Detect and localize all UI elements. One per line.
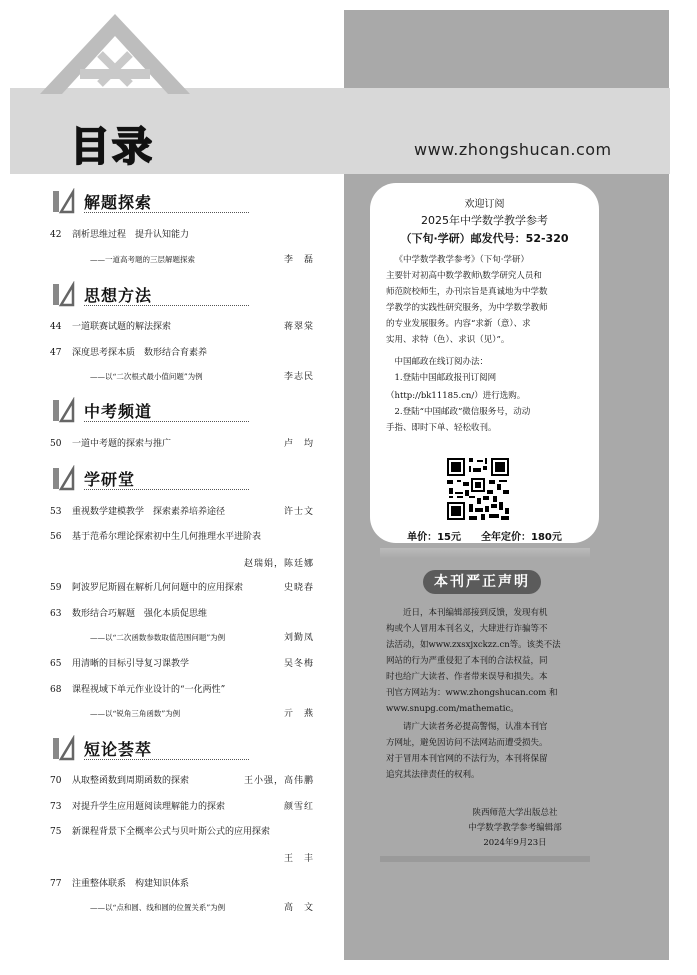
toc-title: 数形结合巧解题 强化本质促思维 (72, 609, 208, 619)
toc-author: 王小强，高伟鹏 (243, 776, 314, 786)
notice-line: 法活动，如www.zxsxjxckzz.cn等。该类不法 (386, 640, 561, 650)
notice-line: 请广大读者务必提高警惕，认准本刊官 (403, 722, 548, 732)
toc-subtitle-text: ——以“锐角三角函数”为例 (90, 709, 181, 718)
journal-name: 2025年中学数学教学参考 (421, 214, 548, 227)
toc-author: 李志民 (283, 372, 314, 382)
toc-page: 47 (50, 348, 62, 358)
price-divider (380, 548, 590, 558)
postal-code: （下旬·学研）邮发代号：52-320 (400, 232, 569, 245)
toc-title: 一道中考题的探索与推广 (72, 439, 172, 449)
subscribe-line: 《中学数学教学参考》（下旬·学研） (394, 255, 529, 265)
toc-title: 重视数学建模教学 探索素养培养途径 (72, 507, 226, 517)
toc-title: 从取整函数到周期函数的探索 (72, 776, 190, 786)
toc-author: 李 磊 (283, 255, 314, 265)
subscribe-line: 实用、求特（色）、求识（见）”。 (386, 335, 510, 345)
notice-line: 近日，本刊编辑部接到反馈，发现有机 (403, 608, 548, 618)
section-title: 学研堂 (84, 470, 136, 489)
toc-author: 高 文 (283, 903, 314, 913)
toc-subtitle-text: ——以“点和圆、线和圆的位置关系”为例 (90, 903, 226, 912)
subscribe-line: 学教学的实践性研究服务，为中学数学教师 (386, 303, 548, 313)
toc-author: 许士文 (283, 507, 314, 517)
editorial-dept: 中学数学教学参考编辑部 (468, 823, 562, 833)
section-header (50, 735, 320, 767)
toc-subtitle (90, 254, 320, 266)
toc-title: 一道联赛试题的解法探索 (72, 322, 172, 332)
toc-subtitle-text: ——以“二次函数参数取值范围问题”为例 (90, 633, 226, 642)
toc-subtitle (90, 902, 320, 914)
subscribe-line: 2.登陆“中国邮政”微信服务号，动动 (394, 407, 531, 417)
publisher-name: 陕西师范大学出版总社 (472, 808, 558, 818)
notice-line: 刊官方网站为：www.zhongshucan.com 和 (386, 688, 558, 698)
subscribe-line: 师范院校师生，办刊宗旨是真诚地为中学数 (386, 287, 548, 297)
bottom-divider (380, 856, 590, 862)
subscribe-line: 中国邮政在线订阅办法： (394, 357, 489, 367)
toc-subtitle (90, 371, 320, 383)
toc-page: 42 (50, 230, 62, 240)
section-header (50, 465, 320, 497)
notice-line: 时也给广大读者、作者带来误导和损失。本 (386, 672, 548, 682)
section-header (50, 281, 320, 313)
subscribe-line: （http://bk11185.cn/）进行选购。 (386, 391, 526, 401)
section-rule (84, 212, 249, 213)
roof-decoration (40, 14, 190, 94)
toc-author: 颜雪红 (283, 802, 314, 812)
page-title: 目录 (70, 124, 154, 170)
toc-title: 对提升学生应用题阅读理解能力的探索 (72, 802, 226, 812)
toc-author: 亓 燕 (283, 709, 314, 719)
section-header (50, 188, 320, 220)
subscribe-line: 的专业发展服务。内容“求新（意）、求 (386, 319, 531, 329)
site-url[interactable]: www.zhongshucan.com (414, 140, 612, 159)
section-title: 解题探索 (84, 193, 153, 212)
subscribe-line: 主要针对初高中数学教师\数学研究人员和 (386, 271, 542, 281)
toc-title: 基于范希尔理论探索初中生几何推理水平进阶表 (72, 532, 262, 542)
subscribe-heading: 欢迎订阅 (464, 199, 505, 210)
notice-line: www.snupg.com/mathematic。 (386, 704, 519, 714)
section-rule (84, 489, 249, 490)
toc-author: 赵瑞娟，陈廷娜 (243, 559, 314, 569)
toc-page: 65 (50, 659, 62, 669)
toc-page: 53 (50, 507, 62, 517)
section-logo-icon (50, 465, 76, 491)
toc-title: 新课程背景下全概率公式与贝叶斯公式的应用探索 (72, 827, 271, 837)
subscribe-line: 1.登陆中国邮政报刊订阅网 (394, 373, 497, 383)
toc-page: 63 (50, 609, 62, 619)
toc-author: 王 丰 (283, 854, 314, 864)
toc-page: 50 (50, 439, 62, 449)
notice-line: 网站的行为严重侵犯了本刊的合法权益，同 (386, 656, 548, 666)
qr-code-icon[interactable] (445, 456, 511, 522)
section-rule (84, 759, 249, 760)
toc-title: 注重整体联系 构建知识体系 (72, 879, 190, 889)
toc-page: 75 (50, 827, 62, 837)
section-logo-icon (50, 397, 76, 423)
section-rule (84, 305, 249, 306)
toc-page: 56 (50, 532, 62, 542)
price-line: 单价：15元 全年定价：180元 (407, 532, 562, 543)
toc-title: 阿波罗尼斯圆在解析几何问题中的应用探索 (72, 583, 244, 593)
toc-author: 史晓春 (283, 583, 314, 593)
notice-line: 追究其法律责任的权利。 (386, 770, 480, 780)
toc-author: 蒋翠棠 (283, 322, 314, 332)
section-title: 中考频道 (84, 402, 153, 421)
section-logo-icon (50, 735, 76, 761)
toc-title: 剖析思维过程 提升认知能力 (72, 230, 190, 240)
notice-date: 2024年9月23日 (483, 838, 547, 848)
toc-subtitle-text: ——一道高考题的三层解题探索 (90, 255, 195, 264)
toc-subtitle (90, 632, 320, 644)
notice-title: 本刊严正声明 (423, 570, 541, 594)
toc-page: 44 (50, 322, 62, 332)
section-title: 短论荟萃 (84, 740, 153, 759)
toc-author: 吴冬梅 (283, 659, 314, 669)
section-rule (84, 421, 249, 422)
notice-line: 方网址，避免因访问不法网站而遭受损失。 (386, 738, 548, 748)
toc-subtitle-text: ——以“二次根式最小值问题”为例 (90, 372, 203, 381)
toc-title: 课程视域下单元作业设计的“一化两性” (72, 685, 226, 695)
toc-page: 73 (50, 802, 62, 812)
toc-page: 77 (50, 879, 62, 889)
notice-line: 构或个人冒用本刊名义，大肆进行诈骗等不 (386, 624, 548, 634)
toc-page: 70 (50, 776, 62, 786)
toc-title: 深度思考探本质 数形结合育素养 (72, 348, 208, 358)
toc-author: 卢 均 (283, 439, 314, 449)
notice-line: 对于冒用本刊官网的不法行为，本刊将保留 (386, 754, 548, 764)
section-logo-icon (50, 188, 76, 214)
subscribe-line: 手指、即时下单、轻松收刊。 (386, 423, 497, 433)
section-logo-icon (50, 281, 76, 307)
section-title: 思想方法 (84, 286, 153, 305)
toc-author: 刘勤凤 (283, 633, 314, 643)
toc-page: 59 (50, 583, 62, 593)
toc-subtitle (90, 708, 320, 720)
section-header (50, 397, 320, 429)
toc-page: 68 (50, 685, 62, 695)
toc-title: 用清晰的目标引导复习课教学 (72, 659, 190, 669)
